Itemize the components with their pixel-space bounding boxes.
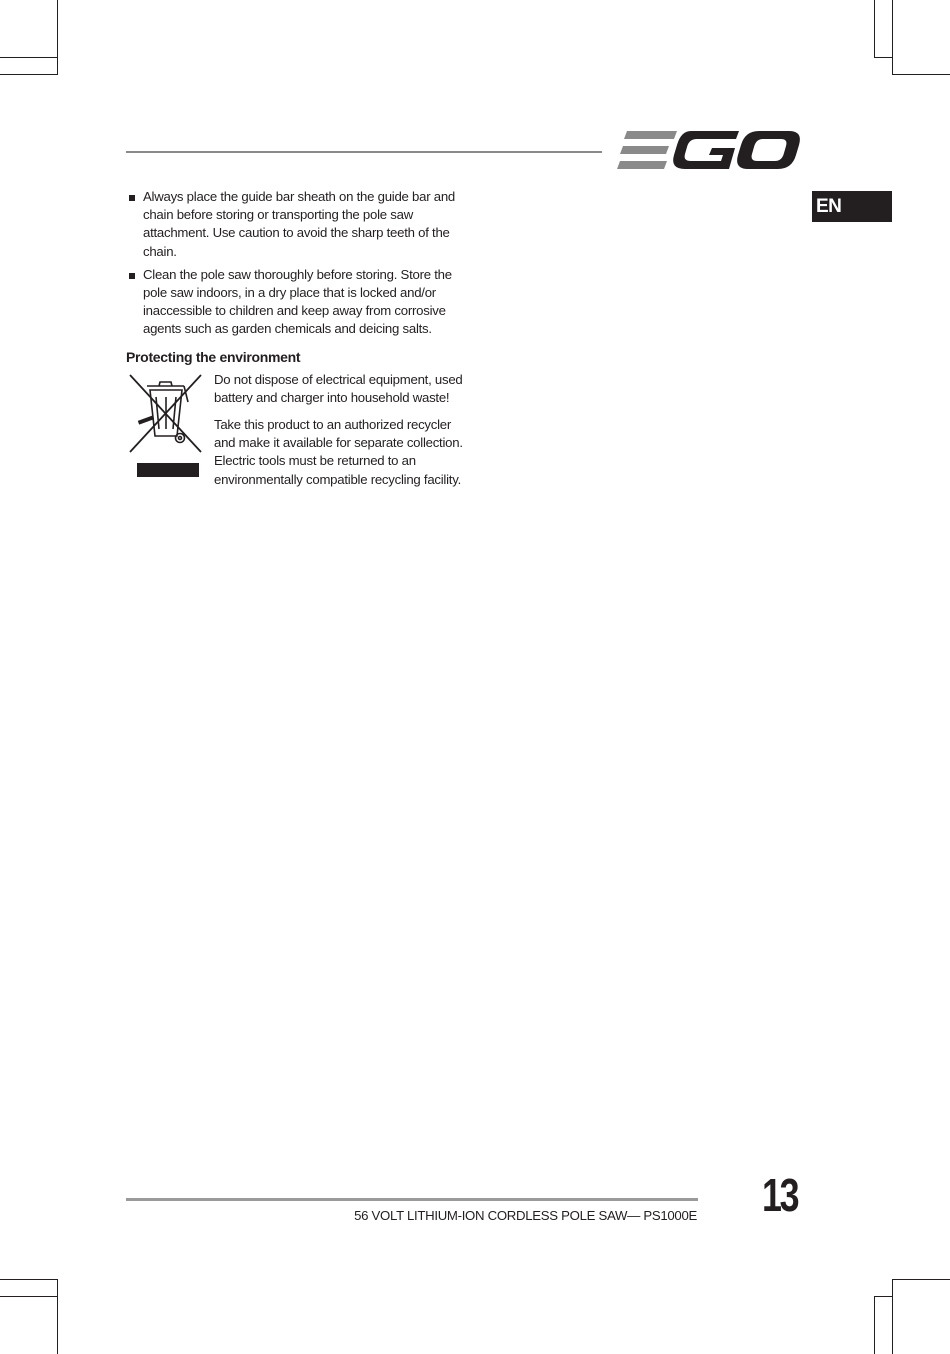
crop-mark xyxy=(57,1279,58,1354)
main-content xyxy=(126,188,463,541)
footer-rule xyxy=(126,1198,698,1201)
footer-product-line: 56 VOLT LITHIUM-ION CORDLESS POLE SAW— PS1000E xyxy=(354,1208,697,1223)
crop-mark xyxy=(0,57,58,58)
language-tab: EN xyxy=(812,191,892,222)
storage-bullet-list xyxy=(126,188,460,339)
weee-block xyxy=(126,371,463,541)
crop-mark xyxy=(874,57,893,58)
crop-mark xyxy=(0,74,58,75)
recycling-instruction-text: Take this product to an authorized recycler and make it available for separate collection. Electric tools must be returned to an environmentally compatible recycling facility. xyxy=(214,417,463,487)
bullet-text: Clean the pole saw thoroughly before storing. Store the pole saw indoors, in a dry place that is locked and/or inaccessible to children and keep away from corrosive agents such as garden chemicals and deicing salts. xyxy=(143,266,452,337)
crop-mark xyxy=(57,0,58,75)
crop-mark xyxy=(892,1279,893,1354)
crop-mark xyxy=(0,1296,58,1297)
square-bullet-icon xyxy=(129,195,135,201)
crop-mark xyxy=(892,1279,950,1280)
header-rule xyxy=(126,151,602,153)
crossed-out-wheelie-bin-icon xyxy=(129,374,202,478)
weee-text xyxy=(214,371,464,498)
crop-mark xyxy=(892,74,950,75)
section-heading: Protecting the environment xyxy=(126,348,301,365)
crop-mark xyxy=(0,1279,58,1280)
crop-mark xyxy=(874,0,875,58)
list-item xyxy=(126,188,460,261)
disposal-warning-text: Do not dispose of electrical equipment, used battery and charger into household waste! xyxy=(214,371,463,405)
crop-mark xyxy=(874,1296,875,1354)
list-item xyxy=(126,266,460,339)
crop-mark xyxy=(874,1296,893,1297)
crop-mark xyxy=(892,0,893,75)
page-number: 13 xyxy=(762,1169,798,1221)
bullet-text: Always place the guide bar sheath on the guide bar and chain before storing or transporting the pole saw attachment. Use caution to avoid the sharp teeth of the chain. xyxy=(143,189,456,259)
ego-logo xyxy=(617,128,801,172)
square-bullet-icon xyxy=(129,273,135,279)
